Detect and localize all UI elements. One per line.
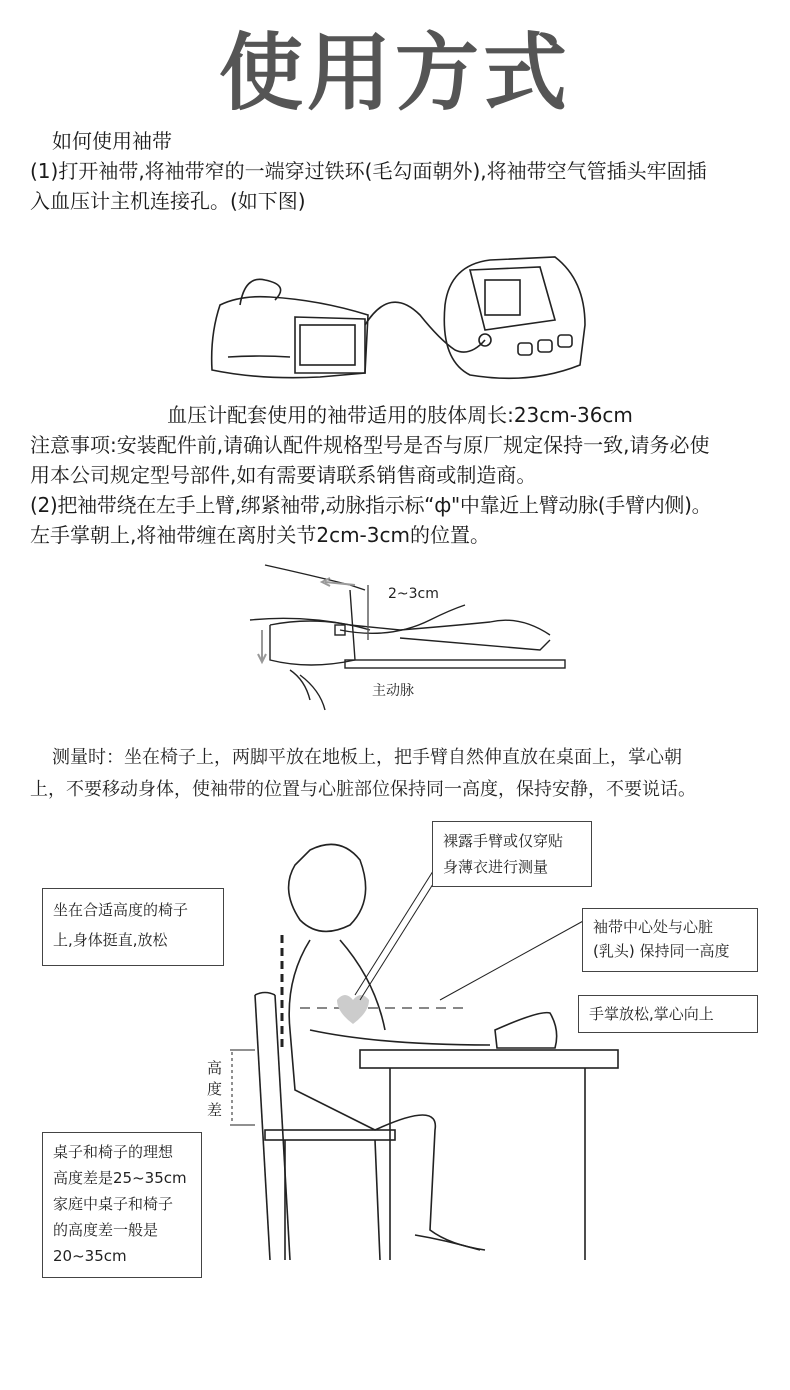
height-diff-char-2: 度 [207,1080,223,1098]
measure-line-1: 测量时：坐在椅子上，两脚平放在地板上，把手臂自然伸直放在桌面上，掌心朝 [52,747,682,768]
section-3 [30,742,770,806]
bare-arm-line-2: 身薄衣进行测量 [443,858,549,876]
posture-illustration [200,830,630,1270]
height-difference-label [207,1058,222,1121]
step-1-line-2: 入血压计主机连接孔。(如下图) [30,189,306,213]
bare-arm-box [432,821,592,887]
heart-level-line-2: (乳头) 保持同一高度 [593,942,730,960]
section-1 [30,126,770,216]
cuff-and-monitor-illustration [200,245,600,395]
ideal-height-line-4: 的高度差一般是 [53,1221,159,1239]
arm-cuff-illustration [250,560,580,720]
measure-line-2: 上，不要移动身体，使袖带的位置与心脏部位保持同一高度，保持安静，不要说话。 [30,779,696,800]
ideal-height-line-3: 家庭中桌子和椅子 [53,1195,174,1213]
height-diff-char-3: 差 [207,1101,223,1119]
cuff-usage-heading: 如何使用袖带 [52,129,172,153]
step-2-line-1: (2)把袖带绕在左手上臂,绑紧袖带,动脉指示标“ф"中靠近上臂动脉(手臂内侧)。 [30,493,712,517]
step-1-line-1: (1)打开袖带,将袖带窄的一端穿过铁环(毛勾面朝外),将袖带空气管插头牢固插 [30,159,707,183]
page-title: 使用方式 [218,24,571,122]
chair-posture-box [42,888,224,966]
heart-level-box [582,908,758,972]
ideal-height-box [42,1132,202,1278]
ideal-height-line-1: 桌子和椅子的理想 [53,1143,174,1161]
note-line-1: 注意事项:安装配件前,请确认配件规格型号是否与原厂规定保持一致,请务必使 [30,433,710,457]
chair-posture-line-2: 上,身体挺直,放松 [53,931,168,949]
section-2 [30,400,770,550]
heart-level-line-1: 袖带中心处与心脏 [593,918,714,936]
palm-up-box [578,995,758,1033]
ideal-height-line-2: 高度差是25~35cm [53,1169,187,1187]
bare-arm-line-1: 裸露手臂或仅穿贴 [443,832,564,850]
chair-posture-line-1: 坐在合适高度的椅子 [53,901,189,919]
note-line-2: 用本公司规定型号部件,如有需要请联系销售商或制造商。 [30,463,537,487]
step-2-line-2: 左手掌朝上,将袖带缠在离肘关节2cm-3cm的位置。 [30,523,490,547]
palm-up-line: 手掌放松,掌心向上 [589,1005,714,1023]
artery-label: 主动脉 [372,683,414,699]
ideal-height-line-5: 20~35cm [53,1247,127,1265]
cuff-perimeter-text: 血压计配套使用的袖带适用的肢体周长:23cm-36cm [167,403,633,427]
distance-label: 2~3cm [388,586,439,602]
height-diff-char-1: 高 [207,1059,223,1077]
